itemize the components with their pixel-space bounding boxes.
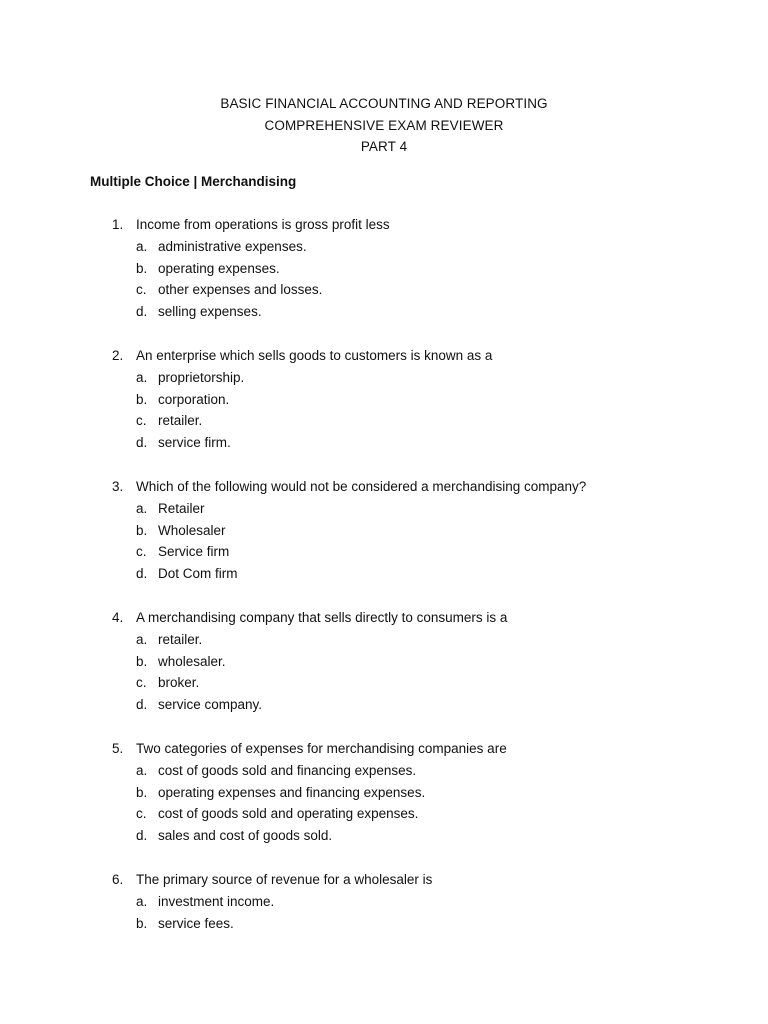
option-letter: a.: [136, 893, 148, 909]
option-text: sales and cost of goods sold.: [158, 828, 333, 844]
option-letter: b.: [136, 391, 148, 407]
question-5: [0, 738, 768, 869]
option-letter: d.: [136, 828, 148, 844]
answer-option-d: [0, 301, 768, 323]
question-number: 5.: [112, 741, 124, 756]
option-text: operating expenses.: [158, 260, 280, 276]
option-letter: c.: [136, 282, 147, 298]
option-text: cost of goods sold and financing expenses.: [158, 762, 417, 778]
option-letter: b.: [136, 260, 148, 276]
option-letter: a.: [136, 631, 148, 647]
option-text: retailer.: [158, 413, 203, 429]
option-text: Service firm: [158, 544, 230, 560]
option-text: broker.: [158, 675, 200, 691]
option-text: Retailer: [158, 500, 205, 516]
option-letter: d.: [136, 304, 148, 320]
question-6: [0, 869, 768, 1000]
answer-option-d: [0, 694, 768, 716]
option-text: proprietorship.: [158, 369, 245, 385]
question-number: 4.: [112, 610, 124, 625]
question-text: The primary source of revenue for a wholesaler is: [136, 872, 433, 887]
option-letter: a.: [136, 369, 148, 385]
option-text: administrative expenses.: [158, 238, 307, 254]
option-text: corporation.: [158, 391, 230, 407]
option-letter: b.: [136, 915, 148, 931]
option-text: other expenses and losses.: [158, 282, 323, 298]
answer-option-c: [0, 541, 768, 563]
option-text: Wholesaler: [158, 522, 226, 538]
answer-option-d: [0, 432, 768, 454]
answer-option-c: [0, 279, 768, 301]
question-text: A merchandising company that sells directly to consumers is a: [136, 610, 508, 625]
question-number: 2.: [112, 348, 124, 363]
option-text: selling expenses.: [158, 304, 262, 320]
question-1: [0, 214, 768, 345]
option-letter: b.: [136, 784, 148, 800]
answer-option-a: [0, 629, 768, 651]
option-letter: c.: [136, 675, 147, 691]
section-heading: Multiple Choice | Merchandising: [90, 174, 297, 189]
answer-option-a: [0, 367, 768, 389]
answer-option-b: [0, 258, 768, 280]
option-letter: c.: [136, 544, 147, 560]
answer-option-b: [0, 389, 768, 411]
question-stem: [0, 738, 768, 760]
option-letter: d.: [136, 697, 148, 713]
option-letter: a.: [136, 238, 148, 254]
answer-option-c: [0, 410, 768, 432]
option-letter: b.: [136, 653, 148, 669]
option-text: operating expenses and financing expenses.: [158, 784, 426, 800]
answer-option-a: [0, 236, 768, 258]
question-stem: [0, 345, 768, 367]
option-text: cost of goods sold and operating expenses.: [158, 806, 419, 822]
document-title: [0, 93, 768, 158]
option-text: retailer.: [158, 631, 203, 647]
question-stem: [0, 214, 768, 236]
answer-option-b: [0, 651, 768, 673]
answer-option-b: [0, 520, 768, 542]
answer-option-a: [0, 498, 768, 520]
question-text: Two categories of expenses for merchandising companies are: [136, 741, 507, 756]
option-letter: d.: [136, 566, 148, 582]
option-letter: c.: [136, 413, 147, 429]
option-text: Dot Com firm: [158, 566, 238, 582]
question-stem: [0, 869, 768, 891]
title-line-3: PART 4: [360, 139, 408, 154]
answer-option-c: [0, 672, 768, 694]
question-2: [0, 345, 768, 476]
answer-option-b: [0, 782, 768, 804]
option-letter: b.: [136, 522, 148, 538]
option-text: wholesaler.: [158, 653, 226, 669]
option-text: service fees.: [158, 915, 234, 931]
question-text: An enterprise which sells goods to customers is known as a: [136, 348, 493, 363]
answer-option-d: [0, 563, 768, 585]
question-number: 3.: [112, 479, 124, 494]
question-4: [0, 607, 768, 738]
question-list: [0, 214, 768, 1000]
answer-option-c: [0, 803, 768, 825]
answer-option-d: [0, 825, 768, 847]
option-text: service firm.: [158, 435, 231, 451]
question-3: [0, 476, 768, 607]
answer-option-a: [0, 891, 768, 913]
option-text: investment income.: [158, 893, 275, 909]
option-text: service company.: [158, 697, 263, 713]
option-letter: d.: [136, 435, 148, 451]
question-text: Which of the following would not be considered a merchandising company?: [136, 479, 587, 494]
option-letter: c.: [136, 806, 147, 822]
answer-option-a: [0, 760, 768, 782]
question-stem: [0, 607, 768, 629]
question-text: Income from operations is gross profit less: [136, 217, 390, 232]
title-line-1: BASIC FINANCIAL ACCOUNTING AND REPORTING: [220, 96, 548, 111]
question-number: 1.: [112, 217, 124, 232]
question-stem: [0, 476, 768, 498]
title-line-2: COMPREHENSIVE EXAM REVIEWER: [264, 117, 504, 133]
option-letter: a.: [136, 762, 148, 778]
question-number: 6.: [112, 872, 124, 887]
option-letter: a.: [136, 500, 148, 516]
answer-option-b: [0, 913, 768, 935]
